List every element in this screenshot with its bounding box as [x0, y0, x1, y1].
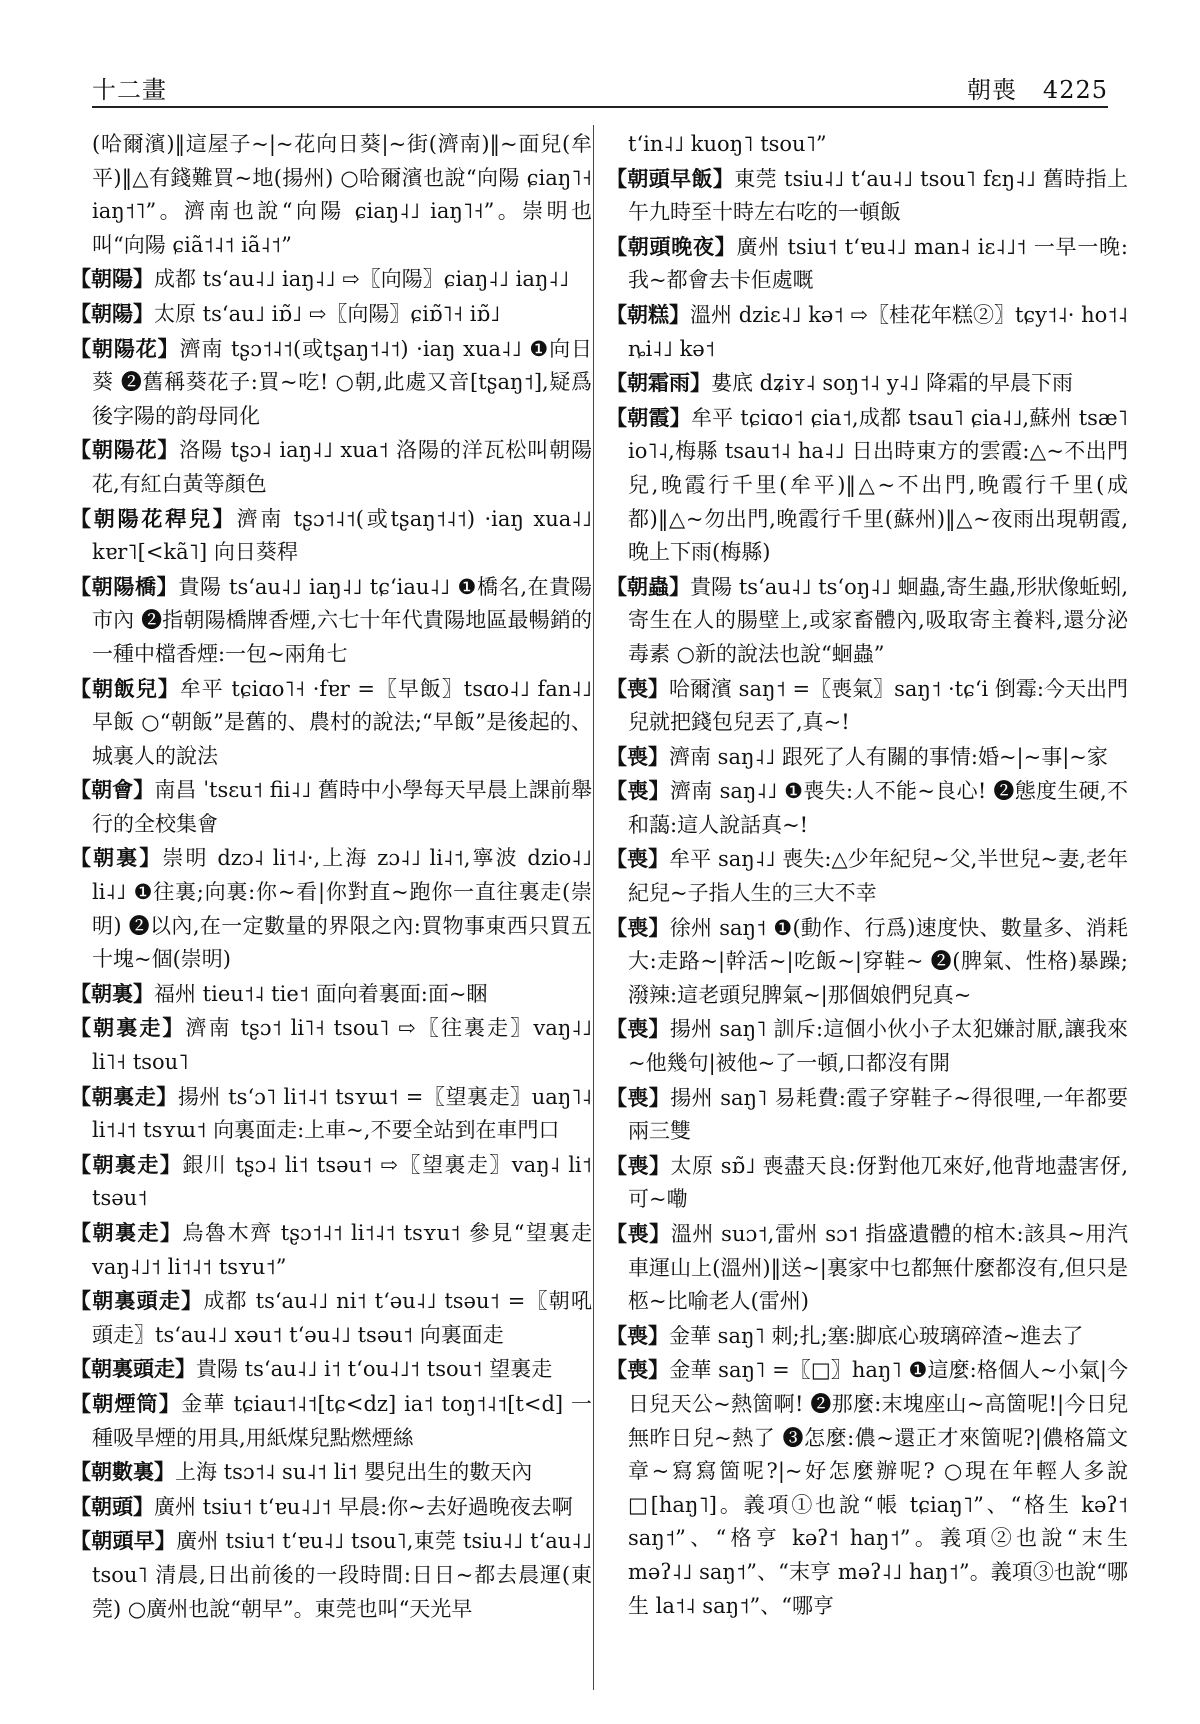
dictionary-entry [606, 1081, 1128, 1149]
dictionary-entry [70, 672, 592, 774]
dictionary-entry [606, 570, 1128, 672]
entry-headword: 【朝裏頭走】 [70, 1356, 196, 1382]
entry-headword: 【朝頭】 [70, 1493, 154, 1519]
entry-text: 貴陽 tsʻau˨˩ i˦ tʻou˨˩˦ tsou˦ 望裏走 [196, 1357, 553, 1382]
dictionary-entry [70, 1490, 592, 1525]
entry-text: 洛陽 tʂɔ˨ iaŋ˨˩ xua˦ 洛陽的洋瓦松叫朝陽花,有紅白黃等顏色 [92, 438, 592, 496]
entry-headword: 【朝陽橋】 [70, 573, 179, 599]
dictionary-entry [606, 740, 1128, 775]
dictionary-entry [70, 1011, 592, 1079]
entry-continuation [70, 128, 592, 262]
entry-headword: 【喪】 [606, 1357, 670, 1383]
entry-headword: 【喪】 [606, 743, 669, 769]
dictionary-entry [606, 1149, 1128, 1217]
entry-text: (哈爾濱)‖這屋子~|~花向日葵|~街(濟南)‖~面兒(牟平)‖△有錢難買~地(揚州) ○哈爾濱也說“向陽 ɕiaŋ˥˧ iaŋ˦˥”。濟南也說“向陽 ɕiaŋ˨˩ iaŋ˥˧”。崇明也叫“向陽 ɕiã˦˨˦ iã˨˦” [92, 132, 592, 257]
dictionary-entry [606, 401, 1128, 570]
entry-text: 廣州 tsiu˦ tʻɐu˨˩ man˨ iɛ˨˩˦ 一早一晚:我~都會去卡佢處嘅 [628, 234, 1128, 293]
entry-headword: 【喪】 [606, 675, 669, 701]
entry-text: 牟平 tɕiɑo˦ ɕia˦,成都 tsau˥ ɕia˨˩,蘇州 tsæ˥ io˥˨,梅縣 tsau˦˨ ha˨˩ 日出時東方的雲霞:△~不出門兒,晚霞行千里(牟平)‖△~不出門,晚霞行千里(成都)‖△~勿出門,晚霞行千里(蘇州)‖△~夜雨出現朝霞,晚上下雨(梅縣) [628, 405, 1128, 565]
dictionary-entry [606, 366, 1128, 401]
dictionary-entry [606, 1217, 1128, 1319]
dictionary-entry [70, 502, 592, 570]
entry-headword: 【朝裏】 [70, 845, 163, 871]
dictionary-entry [70, 570, 592, 672]
entry-text: 徐州 saŋ˦ ❶(動作、行爲)速度快、數量多、消耗大:走路~|幹活~|吃飯~|穿鞋~ ❷(脾氣、性格)暴躁;潑辣:這老頭兒脾氣~|那個娘們兒真~ [628, 915, 1128, 1007]
entry-text: 成都 tsʻau˨˩ ni˦ tʻəu˨˩ tsəu˦ =〖朝吼頭走〗tsʻau˨˩ xəu˦ tʻəu˨˩ tsəu˦ 向裏面走 [92, 1289, 592, 1347]
entry-text: 烏魯木齊 tʂɔ˦˨˦ li˦˨˦ tsʏu˦ 參見“望裏走 vaŋ˨˩˦ li˦˨˦ tsʏu˦” [92, 1221, 592, 1279]
entry-headword: 【朝裏】 [70, 980, 154, 1006]
entry-text: 貴陽 tsʻau˨˩ iaŋ˨˩ tɕʻiau˨˩ ❶橋名,在貴陽市內 ❷指朝陽橋牌香煙,六七十年代貴陽地區最暢銷的一種中檔香煙:一包~兩角七 [92, 574, 592, 666]
entry-headword: 【喪】 [606, 1016, 670, 1042]
entry-text: 揚州 tsʻɔ˥ li˦˨˦ tsʏɯ˦ =〖望裏走〗uaŋ˥˨ li˦˨˦ tsʏɯ˦ 向裏面走:上車~,不要全站到在車門口 [92, 1084, 592, 1143]
entry-text: 濟南 tʂɔ˦˨˦(或tʂaŋ˦˨˦) ·iaŋ xua˨˩ ❶向日葵 ❷舊稱葵花子:買~吃! ○朝,此處又音[tʂaŋ˦],疑爲後字陽的韵母同化 [92, 336, 592, 428]
dictionary-entry [606, 1012, 1128, 1080]
entry-text: tʻin˨˩ kuoŋ˥ tsou˥” [628, 132, 827, 156]
entry-text: 金華 tɕiau˦˨˦[tɕ<dz] ia˦ toŋ˦˨˦[t<d] 一種吸旱煙的用具,用紙煤兒點燃煙絲 [92, 1391, 592, 1450]
dictionary-entry [70, 1284, 592, 1352]
dictionary-entry [70, 1216, 592, 1284]
entry-headword: 【喪】 [606, 1322, 669, 1348]
entry-headword: 【朝頭晚夜】 [606, 233, 737, 259]
entry-headword: 【朝陽】 [70, 300, 154, 326]
entry-text: 崇明 dzɔ˨ li˦˨·,上海 zɔ˨˩ li˨˦,寧波 dzio˨˩ li˨˩ ❶往裏;向裏:你~看|你對直~跑你一直往裏走(崇明) ❷以內,在一定數量的界限之內:買物事東西只買五十塊~個(崇明) [92, 846, 592, 972]
dictionary-entry [606, 672, 1128, 740]
entry-headword: 【朝蟲】 [606, 573, 691, 599]
page-title: 朝喪 [967, 76, 1018, 104]
entry-headword: 【朝裏走】 [70, 1015, 186, 1041]
dictionary-entry [70, 773, 592, 841]
page-number: 4225 [1042, 76, 1108, 104]
right-column [606, 128, 1128, 1688]
entry-headword: 【朝飯兒】 [70, 675, 180, 701]
dictionary-entry [70, 841, 592, 976]
dictionary-entry [70, 1524, 592, 1626]
entry-headword: 【喪】 [606, 1221, 671, 1246]
entry-headword: 【朝頭早】 [70, 1528, 177, 1554]
entry-headword: 【喪】 [606, 1152, 671, 1178]
entry-text: 銀川 tʂɔ˨ li˦ tsəu˦ ⇨〖望裏走〗vaŋ˨ li˦ tsəu˦ [92, 1152, 592, 1211]
column-divider [593, 125, 594, 1690]
entry-text: 福州 tieu˦˨ tie˦ 面向着裏面:面~睏 [154, 981, 488, 1006]
dictionary-entry [70, 297, 592, 332]
entry-headword: 【朝會】 [70, 777, 155, 803]
dictionary-entry [606, 1319, 1128, 1354]
entry-headword: 【朝陽花】 [70, 437, 180, 463]
dictionary-entry [70, 332, 592, 434]
entry-text: 牟平 tɕiɑo˥˧ ·fɐr =〖早飯〗tsɑo˨˩ fan˨˩ 早飯 ○“朝飯”是舊的、農村的說法;“早飯”是後起的、城裏人的說法 [92, 676, 592, 768]
dictionary-entry [606, 298, 1128, 366]
entry-text: 成都 tsʻau˨˩ iaŋ˨˩ ⇨〖向陽〗ɕiaŋ˨˩ iaŋ˨˩ [154, 267, 570, 292]
entry-headword: 【朝陽花】 [70, 335, 180, 361]
section-label: 十二畫 [92, 76, 167, 104]
entry-headword: 【朝數裏】 [70, 1459, 175, 1485]
entry-text: 東莞 tsiu˨˩ tʻau˨˩ tsou˥ fɛŋ˨˩ 舊時指上午九時至十時左右吃的一頓飯 [628, 166, 1128, 225]
entry-headword: 【朝陽花稈兒】 [70, 505, 237, 531]
dictionary-entry [606, 230, 1128, 298]
entry-headword: 【朝頭早飯】 [606, 165, 735, 191]
entry-text: 上海 tsɔ˦˨ su˨˦ li˦ 嬰兒出生的數天內 [175, 1460, 533, 1485]
entry-text: 溫州 dziɛ˨˩ kə˦ ⇨〖桂花年糕②〗tɕy˦˨· ho˦˨ ȵi˨˩ kə˦ [628, 302, 1128, 361]
entry-headword: 【喪】 [606, 1084, 671, 1110]
entry-text: 揚州 saŋ˥ 訓斥:這個小伙小子太犯嫌討厭,讓我來~他幾句|被他~了一頓,口都沒有開 [628, 1017, 1128, 1076]
entry-headword: 【朝糕】 [606, 301, 691, 327]
entry-text: 南昌 ˈtsɛu˦ fii˨˩ 舊時中小學每天早晨上課前舉行的全校集會 [92, 778, 592, 836]
entry-text: 濟南 tʂɔ˦ li˥˧ tsou˥ ⇨〖往裏走〗vaŋ˨˩ li˥˧ tsou˥ [92, 1016, 592, 1075]
entry-text: 廣州 tsiu˦ tʻɐu˨˩˦ 早晨:你~去好過晚夜去啊 [154, 1494, 573, 1519]
entry-text: 貴陽 tsʻau˨˩ tsʻoŋ˨˩ 蛔蟲,寄生蟲,形狀像蚯蚓,寄生在人的腸壁上,或家畜體內,吸取寄主養料,還分泌毒素 ○新的說法也說“蛔蟲” [628, 574, 1128, 666]
dictionary-entry [70, 1080, 592, 1148]
dictionary-entry [70, 1455, 592, 1490]
entry-text: 太原 tsʻau˩ iɒ̃˩ ⇨〖向陽〗ɕiɒ̃˥˧ iɒ̃˩ [154, 301, 501, 326]
dictionary-entry [70, 1387, 592, 1455]
entry-headword: 【朝霞】 [606, 404, 691, 430]
entry-text: 濟南 tʂɔ˦˨˦(或tʂaŋ˦˨˦) ·iaŋ xua˨˩ kɐr˥[<kã˥] 向日葵稈 [92, 506, 592, 565]
entry-text: 金華 saŋ˥ 刺;扎;塞:脚底心玻璃碎渣~進去了 [669, 1323, 1084, 1348]
entry-headword: 【朝霜雨】 [606, 370, 711, 396]
page-title-number [967, 70, 1108, 105]
entry-text: 揚州 saŋ˥ 易耗費:霞子穿鞋子~得很哩,一年都要兩三雙 [628, 1085, 1128, 1144]
dictionary-entry [606, 774, 1128, 842]
entry-headword: 【喪】 [606, 778, 670, 804]
page-header [92, 66, 1108, 108]
entry-text: 哈爾濱 saŋ˦ =〖喪氣〗saŋ˦ ·tɕʻi 倒霉:今天出門兒就把錢包兒丟了,真~! [628, 676, 1128, 735]
dictionary-entry [606, 842, 1128, 910]
entry-text: 溫州 suɔ˦,雷州 sɔ˦ 指盛遺體的棺木:該具~用汽車運山上(溫州)‖送~|裏家中乜都無什麼都沒有,但只是柩~比喻老人(雷州) [628, 1222, 1128, 1314]
entry-headword: 【喪】 [606, 914, 670, 940]
dictionary-entry [606, 911, 1128, 1013]
entry-headword: 【朝裏頭走】 [70, 1288, 204, 1314]
entry-headword: 【朝裏走】 [70, 1083, 178, 1109]
entry-headword: 【喪】 [606, 846, 670, 872]
entry-headword: 【朝煙筒】 [70, 1390, 182, 1416]
entry-text: 濟南 saŋ˨˩ 跟死了人有關的事情:婚~|~事|~家 [669, 744, 1108, 769]
dictionary-entry [606, 1353, 1128, 1623]
left-column [70, 128, 592, 1688]
dictionary-entry [70, 977, 592, 1012]
entry-headword: 【朝裏走】 [70, 1151, 183, 1177]
entry-text: 太原 sɒ̃˩ 喪盡天良:伢對他兀來好,他背地盡害伢,可~嘞 [628, 1153, 1128, 1212]
dictionary-entry [70, 1148, 592, 1216]
dictionary-entry [70, 262, 592, 297]
dictionary-entry [70, 1352, 592, 1387]
entry-headword: 【朝裏走】 [70, 1220, 183, 1245]
entry-text: 金華 saŋ˥ =〖□〗haŋ˥ ❶這麼:格個人~小氣|今日兒天公~熱箇啊! ❷那麼:末塊座山~高箇呢!|今日兒無昨日兒~熱了 ❸怎麼:儂~還正才來箇呢?|儂格篇文章~寫寫箇呢?|~好怎麼辦呢? ○現在年輕人多說□[haŋ˥]。義項①也說“帳 tɕiaŋ˥”、“格生 kəʔ˦ saŋ˦”、“格亨 kəʔ˦ haŋ˦”。義項②也說“末生 məʔ˨˩ saŋ˦”、“末亨 məʔ˨˩ haŋ˦”。義項③也說“哪生 la˦˨ saŋ˦”、“哪亨 [628, 1358, 1128, 1618]
dictionary-entry [606, 162, 1128, 230]
entry-text: 廣州 tsiu˦ tʻɐu˨˩ tsou˥,東莞 tsiu˨˩ tʻau˨˩ tsou˥ 清晨,日出前後的一段時間:日日~都去晨運(東莞) ○廣州也說“朝早”。東莞也叫“天光早 [92, 1529, 592, 1621]
entry-text: 牟平 saŋ˨˩ 喪失:△少年紀兒~父,半世兒~妻,老年紀兒~子指人生的三大不幸 [628, 847, 1128, 906]
entry-headword: 【朝陽】 [70, 266, 154, 292]
entry-text: 濟南 saŋ˨˩ ❶喪失:人不能~良心! ❷態度生硬,不和藹:這人說話真~! [628, 779, 1128, 837]
entry-continuation [606, 128, 1128, 162]
dictionary-entry [70, 433, 592, 501]
entry-text: 婁底 dʑiʏ˨ soŋ˦˨ y˨˩ 降霜的早晨下雨 [711, 371, 1073, 396]
